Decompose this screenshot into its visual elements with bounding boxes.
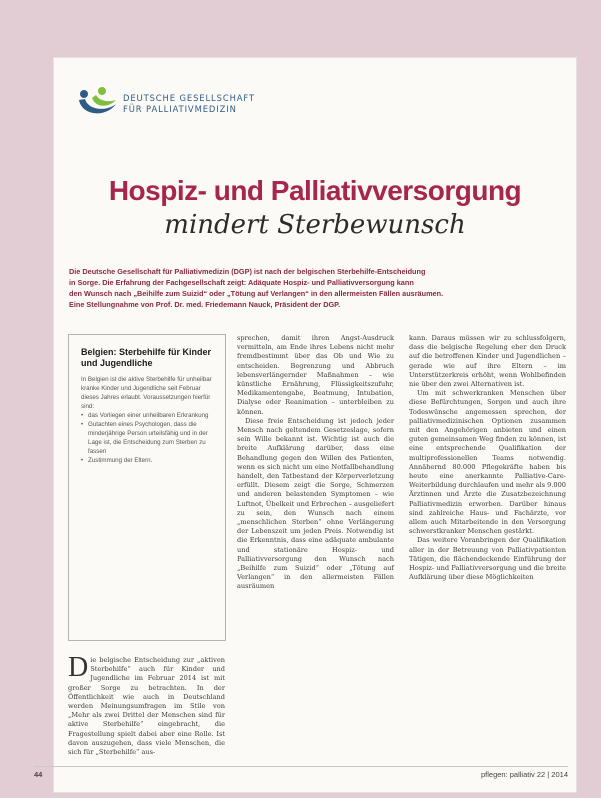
list-item: • das Vorliegen einer unheilbaren Erkrankung xyxy=(81,411,219,420)
info-box-list xyxy=(69,411,225,465)
lead-line: den Wunsch nach „Beihilfe zum Suizid“ oder „Tötung auf Verlangen“ in den allermeisten Fällen ausräumen. xyxy=(69,289,444,298)
body-paragraph: Diese freie Entscheidung ist jedoch jeder Mensch nach geltendem Gesetzeslage, sofern sein Wille bekannt ist. Wichtig ist auch die breite Aufklärung darüber, dass eine Behandlung gegen den Willen des Patienten, wenn es sich nicht um eine Notfallbehandlung handelt, den Tatbestand der Körperverletzung erfüllt. Diesem zeigt die Sorge, Schmerzen und anderen belastenden Symptomen – wie Luftnot, Übelkeit und Erbrechen – ausgeliefert zu sein, den Wunsch nach einem „menschlichen Sterben“ ohne Verlängerung der Lebenszeit um jeden Preis. Notwendig ist die Erkenntnis, dass eine adäquate ambulante und stationäre Hospiz- und Palliativversorgung den Wunsch nach „Beihilfe zum Suizid“ oder „Tötung auf Verlangen“ in den allermeisten Fällen ausräumen xyxy=(237,416,394,591)
organization-name xyxy=(123,93,255,115)
lead-line: Eine Stellungnahme von Prof. Dr. med. Friedemann Nauck, Präsident der DGP. xyxy=(69,300,341,309)
footer-divider xyxy=(34,766,568,767)
dgp-logo-icon xyxy=(76,86,118,120)
article-subtitle: mindert Sterbewunsch xyxy=(164,210,466,240)
info-box-intro: In Belgien ist die aktive Sterbehilfe für unheilbar kranke Kinder und Jugendliche seit Februar dieses Jahres erlaubt. Voraussetzungen hierfür sind: xyxy=(81,376,212,410)
body-paragraph: Das weitere Voranbringen der Qualifikation aller in der Betreuung von Palliativpatienten Tätigen, die flächendeckende Einführung der Hospiz- und Palliativversorgung und die breite Aufklärung über diese Möglichkeiten xyxy=(409,536,566,582)
list-item: • Gutachten eines Psychologen, dass die minderjährige Person urteilsfähig und in der Lage ist, die Entscheidung zum Sterben zu fassen xyxy=(81,420,219,456)
body-paragraph: kann. Daraus müssen wir zu schlussfolgern, dass die belgische Regelung eher den Druck auf die betroffenen Kinder und Jugendlichen – gerade wie auf ihre Eltern – im Unterstützerkreis erhöht, wenn Wohlbefinden nie über den zwei Alternativen ist. xyxy=(409,334,566,389)
body-paragraph: ie belgische Entscheidung zur „aktiven Sterbehilfe“ auch für Kinder und Jugendliche im Februar 2014 ist mit großer Sorge zu betrachten. In der Öffentlichkeit wie auch in Deutschland werden Meinungsumfragen im Stile von „Mehr als zwei Drittel der Menschen sind für aktive Sterbehilfe“ eingebracht, die Fragestellung spielt dabei aber eine Rolle. Ist davon auszugehen, dass viele Menschen, die sich für „Sterbehilfe“ aus- xyxy=(68,656,225,757)
publication-source: pflegen: palliativ 22 | 2014 xyxy=(480,770,568,779)
organization-line1: DEUTSCHE GESELLSCHAFT xyxy=(123,93,255,103)
info-box xyxy=(68,334,226,641)
organization-line2: FÜR PALLIATIVMEDIZIN xyxy=(123,104,237,114)
lead-line: Die Deutsche Gesellschaft für Palliativmedizin (DGP) ist nach der belgischen Sterbehilfe-Entscheidung xyxy=(69,267,426,276)
body-paragraph: Um mit schwerkranken Menschen über diese Befürchtungen, Sorgen und auch ihre Todeswünsche angemessen sprechen, der palliativmedizinischen Optionen zusammen mit den Angehörigen anbieten und einen guten gemeinsamen Weg finden zu können, ist eine entsprechende Qualifikation der multiprofessionellen Teams notwendig. Annähernd 80.000 Pflegekräfte haben bis heute eine anerkannte Palliative-Care-Weiterbildung durchlaufen und mehr als 9.000 Ärztinnen und Ärzte die Zusatzbezeichnung Palliativmedizin erworben. Darüber hinaus sind zahlreiche Haus- und Fachärzte, vor allem auch Mitarbeitende in den Versorgung schwerstkranker Menschen gestärkt. xyxy=(409,389,566,536)
body-column-2 xyxy=(237,334,394,592)
drop-cap: D xyxy=(68,652,89,683)
magazine-page xyxy=(34,58,576,792)
body-column-1 xyxy=(68,652,225,757)
body-column-3 xyxy=(409,334,566,582)
page-number: 44 xyxy=(34,770,43,779)
article-title: Hospiz- und Palliativversorgung xyxy=(108,175,522,206)
lead-line: in Sorge. Die Erfahrung der Fachgesellschaft zeigt: Adäquate Hospiz- und Palliativversorgung kann xyxy=(69,278,414,287)
info-box-title: Belgien: Sterbehilfe für Kinder und Jugendliche xyxy=(81,347,212,368)
article-lead xyxy=(69,266,559,310)
list-item: • Zustimmung der Eltern. xyxy=(81,456,219,465)
body-paragraph: sprechen, damit ihren Angst-Ausdruck vermitteln, am Ende ihres Lebens nicht mehr fremdbestimmt über das Ob und Wie zu entscheiden. Begrenzung und Abbruch lebensverlängernder Maßnahmen – wie künstliche Ernährung, Flüssigkeitszufuhr, Medikamentengabe, Beatmung, Intubation, Dialyse oder Reanimation – unterbleiben zu können. xyxy=(237,334,394,416)
